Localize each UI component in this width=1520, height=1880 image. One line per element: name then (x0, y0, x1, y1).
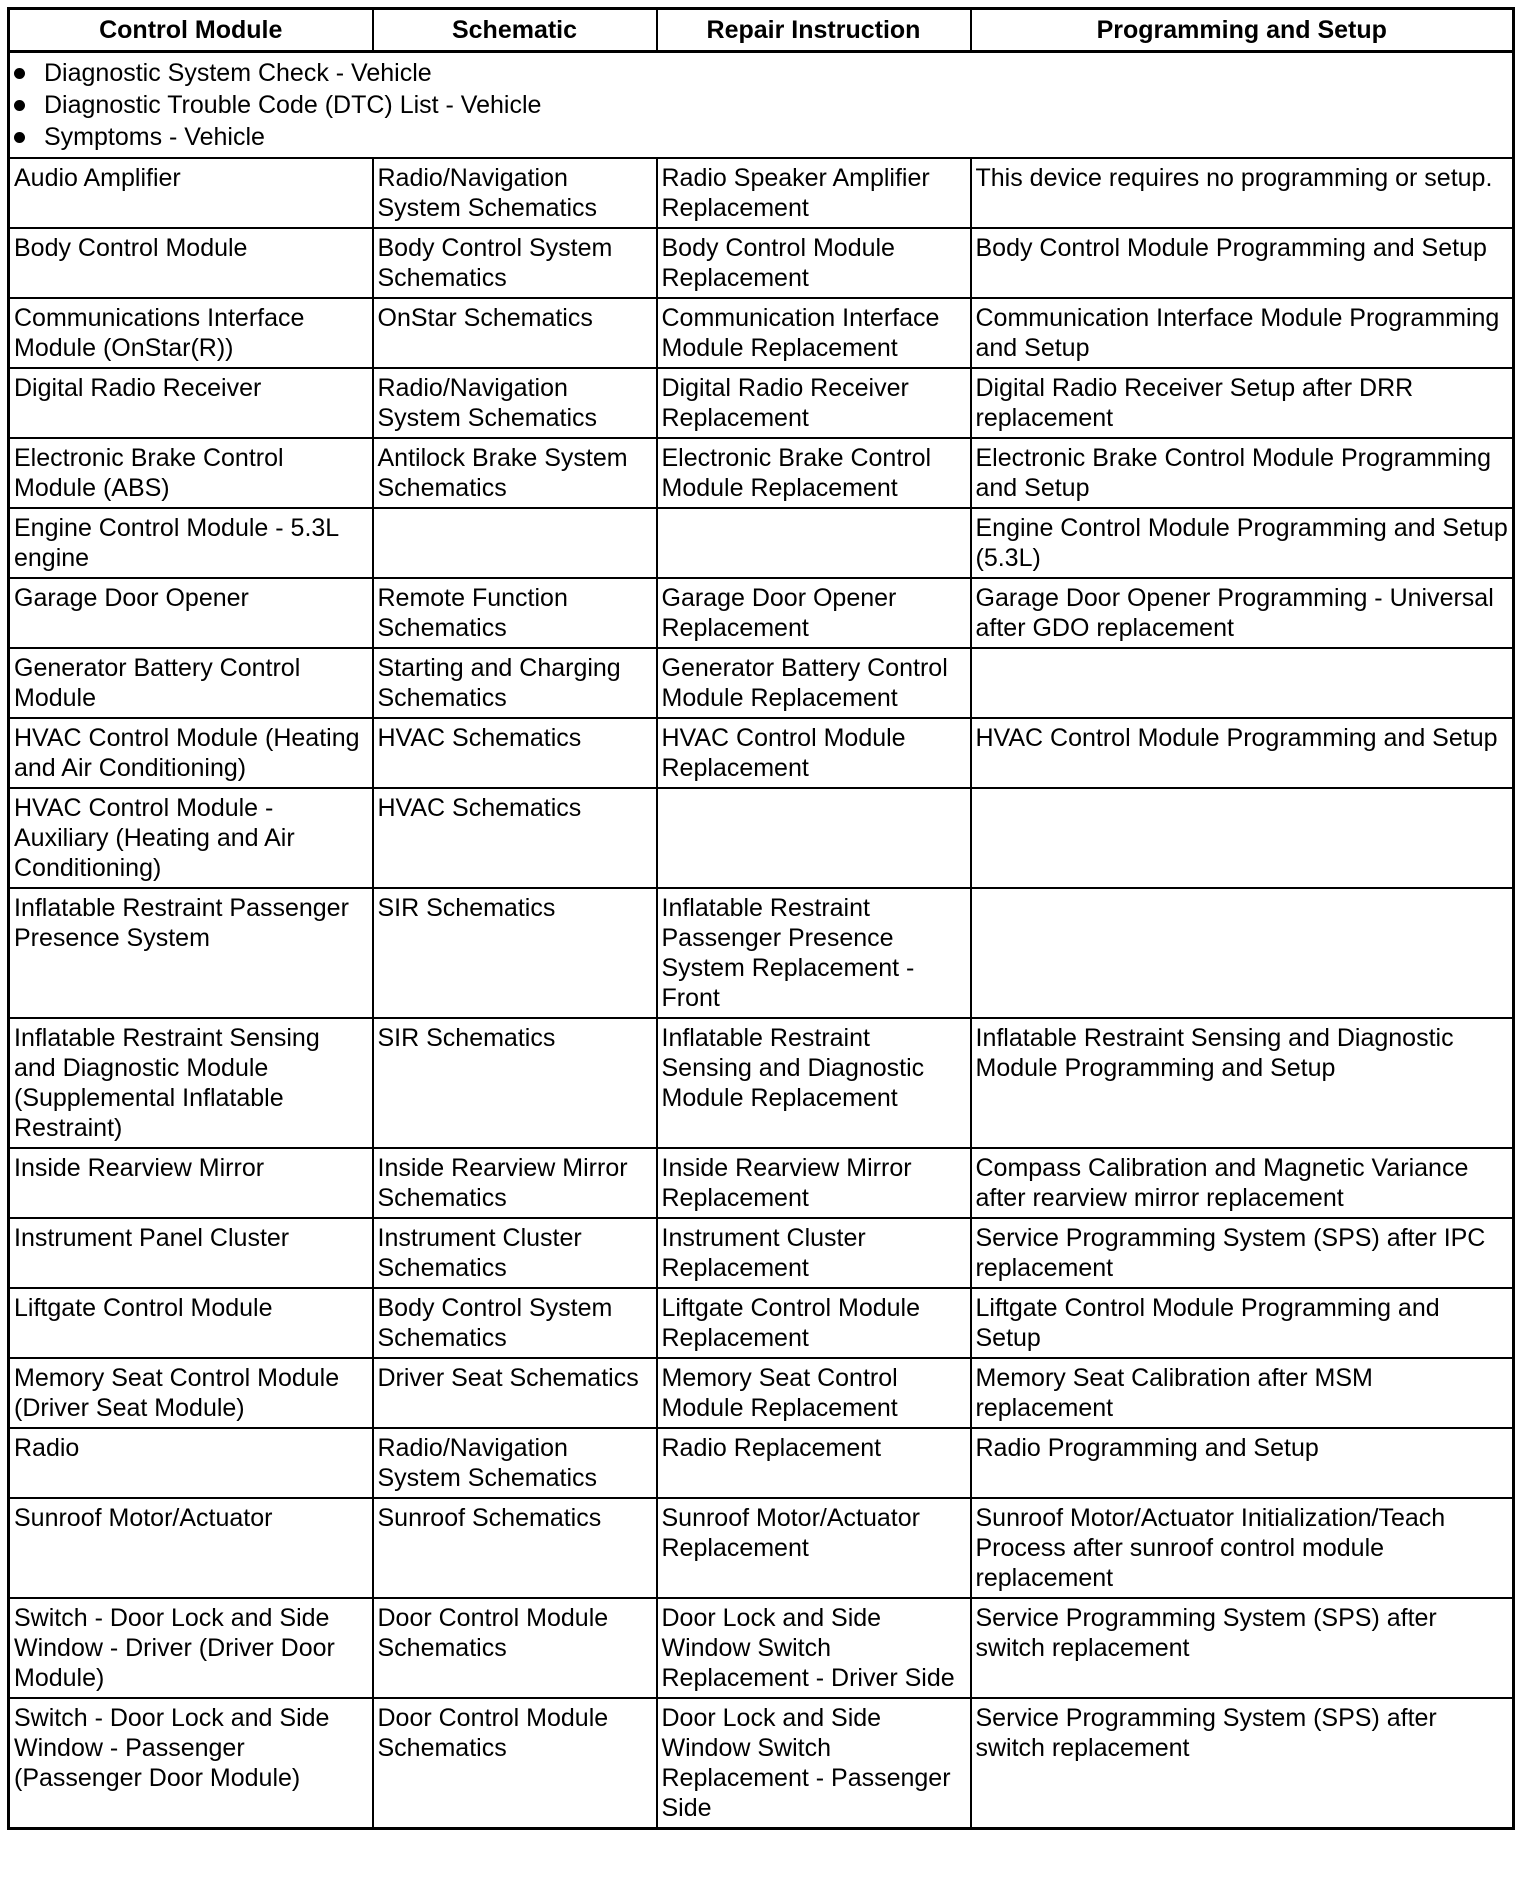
cell-programming-setup[interactable]: Liftgate Control Module Programming and Setup (971, 1288, 1514, 1358)
cell-programming-setup[interactable]: Memory Seat Calibration after MSM replacement (971, 1358, 1514, 1428)
cell-schematic[interactable]: Remote Function Schematics (373, 578, 657, 648)
cell-control-module: Generator Battery Control Module (9, 648, 373, 718)
cell-programming-setup[interactable]: Service Programming System (SPS) after switch replacement (971, 1698, 1514, 1829)
table-row (9, 298, 1514, 368)
cell-control-module: Garage Door Opener (9, 578, 373, 648)
cell-control-module: Digital Radio Receiver (9, 368, 373, 438)
cell-repair-instruction (657, 508, 971, 578)
cell-programming-setup[interactable]: Communication Interface Module Programming and Setup (971, 298, 1514, 368)
cell-schematic[interactable]: Body Control System Schematics (373, 228, 657, 298)
cell-repair-instruction[interactable]: Body Control Module Replacement (657, 228, 971, 298)
table-row (9, 1428, 1514, 1498)
diagnostic-links-cell (9, 52, 1514, 159)
cell-control-module: Inside Rearview Mirror (9, 1148, 373, 1218)
cell-repair-instruction[interactable]: Inflatable Restraint Passenger Presence System Replacement - Front (657, 888, 971, 1018)
cell-repair-instruction[interactable]: Sunroof Motor/Actuator Replacement (657, 1498, 971, 1598)
bullet-icon (14, 132, 25, 143)
header-repair-instruction: Repair Instruction (657, 9, 971, 52)
cell-programming-setup (971, 888, 1514, 1018)
table-row (9, 1698, 1514, 1829)
cell-control-module: Electronic Brake Control Module (ABS) (9, 438, 373, 508)
cell-control-module: Liftgate Control Module (9, 1288, 373, 1358)
cell-control-module: Communications Interface Module (OnStar(R)) (9, 298, 373, 368)
diagnostic-link-text[interactable]: Symptoms - Vehicle (44, 123, 265, 151)
cell-programming-setup[interactable]: Radio Programming and Setup (971, 1428, 1514, 1498)
table-row (9, 888, 1514, 1018)
table-row (9, 228, 1514, 298)
table-row (9, 158, 1514, 228)
cell-repair-instruction[interactable]: Communication Interface Module Replacement (657, 298, 971, 368)
diagnostic-link-text[interactable]: Diagnostic System Check - Vehicle (44, 59, 432, 87)
cell-programming-setup (971, 788, 1514, 888)
cell-programming-setup[interactable]: Garage Door Opener Programming - Universal after GDO replacement (971, 578, 1514, 648)
cell-schematic[interactable]: SIR Schematics (373, 888, 657, 1018)
cell-schematic[interactable]: Door Control Module Schematics (373, 1698, 657, 1829)
cell-control-module: Audio Amplifier (9, 158, 373, 228)
cell-repair-instruction[interactable]: Door Lock and Side Window Switch Replacement - Passenger Side (657, 1698, 971, 1829)
cell-schematic[interactable]: Radio/Navigation System Schematics (373, 158, 657, 228)
table-row (9, 1498, 1514, 1598)
table-body (9, 52, 1514, 1829)
cell-repair-instruction[interactable]: Instrument Cluster Replacement (657, 1218, 971, 1288)
table-row (9, 1358, 1514, 1428)
cell-control-module: Radio (9, 1428, 373, 1498)
header-programming-setup: Programming and Setup (971, 9, 1514, 52)
cell-schematic[interactable]: HVAC Schematics (373, 788, 657, 888)
cell-programming-setup[interactable]: Body Control Module Programming and Setup (971, 228, 1514, 298)
cell-programming-setup[interactable]: Digital Radio Receiver Setup after DRR replacement (971, 368, 1514, 438)
cell-schematic[interactable]: Sunroof Schematics (373, 1498, 657, 1598)
header-schematic: Schematic (373, 9, 657, 52)
cell-repair-instruction[interactable]: Generator Battery Control Module Replacement (657, 648, 971, 718)
cell-repair-instruction[interactable]: Liftgate Control Module Replacement (657, 1288, 971, 1358)
cell-schematic[interactable]: Radio/Navigation System Schematics (373, 368, 657, 438)
table-row (9, 578, 1514, 648)
diagnostic-link-list (14, 57, 1508, 153)
cell-control-module: HVAC Control Module (Heating and Air Conditioning) (9, 718, 373, 788)
bullet-icon (14, 68, 25, 79)
cell-programming-setup[interactable]: Service Programming System (SPS) after switch replacement (971, 1598, 1514, 1698)
cell-repair-instruction[interactable]: HVAC Control Module Replacement (657, 718, 971, 788)
cell-repair-instruction[interactable]: Door Lock and Side Window Switch Replacement - Driver Side (657, 1598, 971, 1698)
cell-programming-setup[interactable]: HVAC Control Module Programming and Setup (971, 718, 1514, 788)
diagnostic-link-item[interactable] (14, 89, 1508, 121)
cell-schematic[interactable]: Body Control System Schematics (373, 1288, 657, 1358)
cell-programming-setup[interactable]: Engine Control Module Programming and Setup (5.3L) (971, 508, 1514, 578)
cell-programming-setup[interactable]: Service Programming System (SPS) after IPC replacement (971, 1218, 1514, 1288)
table-row (9, 1018, 1514, 1148)
cell-control-module: Memory Seat Control Module (Driver Seat Module) (9, 1358, 373, 1428)
cell-schematic[interactable]: Starting and Charging Schematics (373, 648, 657, 718)
diagnostic-link-item[interactable] (14, 121, 1508, 153)
cell-programming-setup (971, 648, 1514, 718)
cell-schematic[interactable]: Inside Rearview Mirror Schematics (373, 1148, 657, 1218)
cell-programming-setup[interactable]: Electronic Brake Control Module Programming and Setup (971, 438, 1514, 508)
cell-programming-setup[interactable]: Compass Calibration and Magnetic Variance after rearview mirror replacement (971, 1148, 1514, 1218)
cell-repair-instruction[interactable]: Garage Door Opener Replacement (657, 578, 971, 648)
cell-repair-instruction[interactable]: Radio Replacement (657, 1428, 971, 1498)
cell-repair-instruction[interactable]: Radio Speaker Amplifier Replacement (657, 158, 971, 228)
table-row (9, 368, 1514, 438)
cell-schematic[interactable]: Driver Seat Schematics (373, 1358, 657, 1428)
cell-schematic[interactable]: Antilock Brake System Schematics (373, 438, 657, 508)
header-control-module: Control Module (9, 9, 373, 52)
cell-control-module: Engine Control Module - 5.3L engine (9, 508, 373, 578)
cell-control-module: Switch - Door Lock and Side Window - Passenger (Passenger Door Module) (9, 1698, 373, 1829)
bullet-icon (14, 100, 25, 111)
cell-control-module: HVAC Control Module - Auxiliary (Heating and Air Conditioning) (9, 788, 373, 888)
table-row (9, 788, 1514, 888)
diagnostic-link-item[interactable] (14, 57, 1508, 89)
cell-programming-setup[interactable]: This device requires no programming or setup. (971, 158, 1514, 228)
cell-schematic[interactable]: HVAC Schematics (373, 718, 657, 788)
cell-repair-instruction[interactable]: Electronic Brake Control Module Replacement (657, 438, 971, 508)
table-row (9, 718, 1514, 788)
cell-control-module: Inflatable Restraint Passenger Presence System (9, 888, 373, 1018)
cell-schematic[interactable]: SIR Schematics (373, 1018, 657, 1148)
cell-control-module: Instrument Panel Cluster (9, 1218, 373, 1288)
table-row (9, 1288, 1514, 1358)
cell-repair-instruction[interactable]: Inflatable Restraint Sensing and Diagnostic Module Replacement (657, 1018, 971, 1148)
cell-control-module: Inflatable Restraint Sensing and Diagnostic Module (Supplemental Inflatable Restraint) (9, 1018, 373, 1148)
table-row (9, 1598, 1514, 1698)
diagnostic-link-text[interactable]: Diagnostic Trouble Code (DTC) List - Vehicle (44, 91, 542, 119)
diagnostic-links-row (9, 52, 1514, 159)
cell-programming-setup[interactable]: Sunroof Motor/Actuator Initialization/Teach Process after sunroof control module replacement (971, 1498, 1514, 1598)
table-row (9, 1148, 1514, 1218)
cell-repair-instruction[interactable]: Memory Seat Control Module Replacement (657, 1358, 971, 1428)
cell-control-module: Sunroof Motor/Actuator (9, 1498, 373, 1598)
table-row (9, 648, 1514, 718)
cell-control-module: Switch - Door Lock and Side Window - Driver (Driver Door Module) (9, 1598, 373, 1698)
table-row (9, 438, 1514, 508)
cell-schematic[interactable]: Instrument Cluster Schematics (373, 1218, 657, 1288)
cell-repair-instruction[interactable]: Digital Radio Receiver Replacement (657, 368, 971, 438)
table-row (9, 508, 1514, 578)
cell-schematic[interactable]: OnStar Schematics (373, 298, 657, 368)
cell-programming-setup[interactable]: Inflatable Restraint Sensing and Diagnostic Module Programming and Setup (971, 1018, 1514, 1148)
table-header-row (9, 9, 1514, 52)
cell-schematic[interactable]: Door Control Module Schematics (373, 1598, 657, 1698)
cell-schematic[interactable]: Radio/Navigation System Schematics (373, 1428, 657, 1498)
cell-schematic (373, 508, 657, 578)
table-row (9, 1218, 1514, 1288)
cell-repair-instruction (657, 788, 971, 888)
control-module-table (7, 7, 1515, 1830)
cell-repair-instruction[interactable]: Inside Rearview Mirror Replacement (657, 1148, 971, 1218)
cell-control-module: Body Control Module (9, 228, 373, 298)
